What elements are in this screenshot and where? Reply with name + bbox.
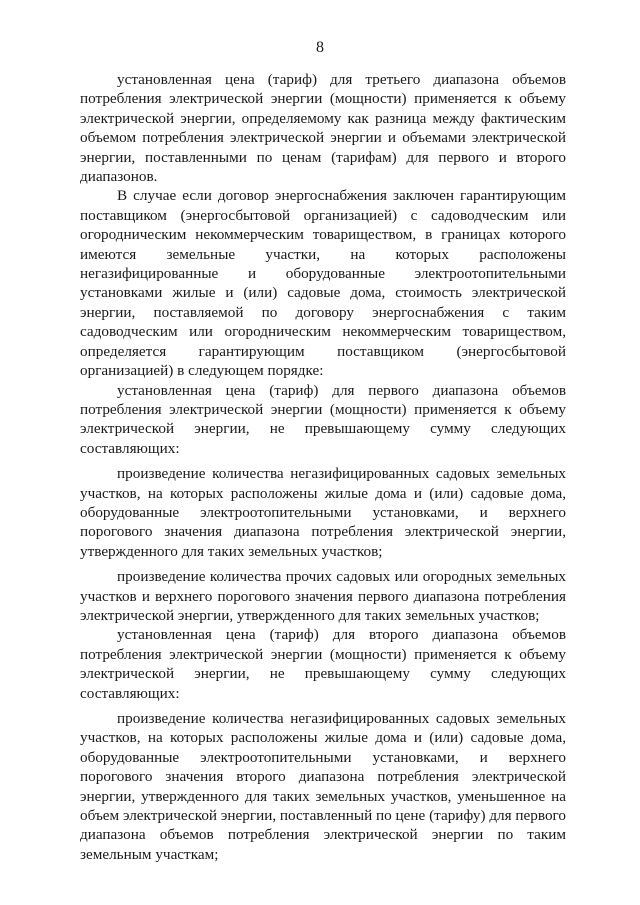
document-body — [80, 70, 566, 864]
paragraph-second-range-price: установленная цена (тариф) для второго диапазона объемов потребления электрической энергии (мощности) применяется к объему электрической энергии, не превышающему сумму следующих составляющих: — [80, 626, 566, 702]
paragraph-second-range-component-1: произведение количества негазифицированных садовых земельных участков, на которых расположены жилые дома и (или) садовые дома, оборудованные электроотопительными установками, и верхнего порогового значения второго диапазона потребления электрической энергии, утвержденного для таких земельных участков, уменьшенное на объем электрической энергии, поставленный по цене (тарифу) для первого диапазона объемов потребления электрической энергии по таким земельным участкам; — [80, 710, 566, 863]
paragraph-first-range-component-1: произведение количества негазифицированных садовых земельных участков, на которых расположены жилые дома и (или) садовые дома, оборудованные электроотопительными установками, и верхнего порогового значения диапазона потребления электрической энергии, утвержденного для таких земельных участков; — [80, 465, 566, 560]
paragraph-first-range-component-2: произведение количества прочих садовых или огородных земельных участков и верхнего порогового значения первого диапазона потребления электрической энергии, утвержденного для таких земельных участков; — [80, 568, 566, 624]
paragraph-first-range-price: установленная цена (тариф) для первого диапазона объемов потребления электрической энергии (мощности) применяется к объему электрической энергии, не превышающему сумму следующих составляющих: — [80, 381, 566, 457]
page-number: 8 — [316, 39, 324, 56]
paragraph-third-range-price: установленная цена (тариф) для третьего диапазона объемов потребления электрической энергии (мощности) применяется к объему электрической энергии, определяемому как разница между фактическим объемом потребления электрической энергии и объемами электрической энергии, поставленными по ценам (тарифам) для первого и второго диапазонов. — [80, 71, 566, 186]
paragraph-contract-conditions: В случае если договор энергоснабжения заключен гарантирующим поставщиком (энергосбытовой организацией) с садоводческим или огородническим некоммерческим товариществом, в границах которого имеются земельные участки, на которых расположены негазифицированные и оборудованные электроотопительными установками жилые и (или) садовые дома, стоимость электрической энергии, поставляемой по договору энергоснабжения с таким садоводческим или огородническим некоммерческим товариществом, определяется гарантирующим поставщиком (энергосбытовой организацией) в следующем порядке: — [80, 187, 566, 380]
